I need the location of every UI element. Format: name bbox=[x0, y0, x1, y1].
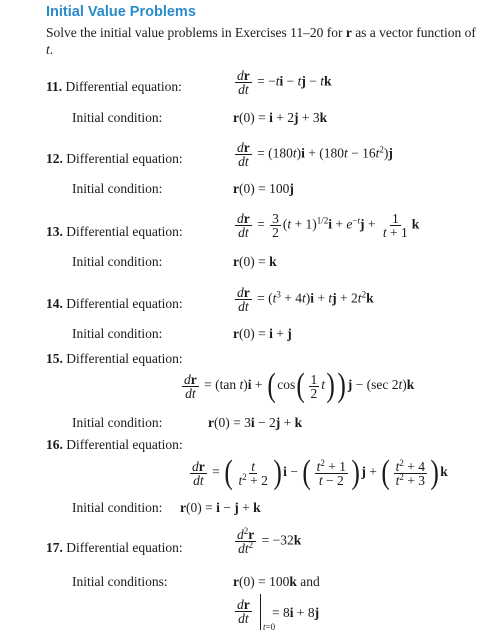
exercise-13-equation: $\frac{dr}{dt}$ = $\frac{3}{2}$ $(t + 1)^{1/2}i + e^{-t}j$ + $\frac{1}{t + 1}$ k bbox=[237, 211, 420, 240]
exercise-14-ic-label: Initial condition: bbox=[72, 326, 163, 341]
exercise-15-ic: r(0) = 3i − 2j + k bbox=[208, 415, 303, 430]
exercise-17-ic-label: Initial conditions: bbox=[72, 574, 168, 589]
exercise-17-ic2: $\frac{dr}{dt}$ bbox=[237, 597, 250, 626]
exercise-17-de-label: 17. Differential equation: bbox=[46, 540, 183, 555]
exercise-17-eval-sub: t=0 bbox=[263, 622, 276, 632]
exercise-14-de-label: 14. Differential equation: bbox=[46, 296, 183, 311]
exercise-11-ic: r(0) = i + 2j + 3k bbox=[233, 110, 328, 125]
exercise-17-ic2-rhs: = 8i + 8j bbox=[272, 605, 320, 620]
section-intro: Solve the initial value problems in Exercises 11–20 for r as a vector function of t. bbox=[46, 25, 476, 57]
exercise-16-de-label: 16. Differential equation: bbox=[46, 437, 183, 452]
exercise-16-ic: r(0) = i − j + k bbox=[180, 500, 261, 515]
exercise-17-ic: r(0) = 100k and bbox=[233, 574, 320, 589]
exercise-14-ic: r(0) = i + j bbox=[233, 326, 292, 341]
exercise-13-de-label: 13. Differential equation: bbox=[46, 224, 183, 239]
exercise-15-equation: $\frac{dr}{dt}$ = (tan t)i + (cos( $\frac{1}{2}$ t))j − (sec 2t)k bbox=[184, 367, 415, 404]
exercise-12-ic: r(0) = 100j bbox=[233, 181, 294, 196]
exercise-13-ic: r(0) = k bbox=[233, 254, 277, 269]
evaluation-bar bbox=[260, 594, 261, 630]
exercise-16-equation: $\frac{dr}{dt}$ = ( $\frac{t}{t^2 + 2}$ )i − ( $\frac{t^2 + 1}{t - 2}$ )j + ( $\frac{t^2 + 4}{t^2 + 3}$ )k bbox=[192, 454, 448, 491]
exercise-12-de-label: 12. Differential equation: bbox=[46, 151, 183, 166]
exercise-13-ic-label: Initial condition: bbox=[72, 254, 163, 269]
exercise-15-ic-label: Initial condition: bbox=[72, 415, 163, 430]
exercise-11-de-label: 11. Differential equation: bbox=[46, 79, 182, 94]
exercise-11-ic-label: Initial condition: bbox=[72, 110, 163, 125]
exercise-11-equation: $\frac{dr}{dt}$ = −ti − tj − tk bbox=[237, 68, 332, 97]
exercise-12-equation: $\frac{dr}{dt}$ = $(180t)i + (180t - 16t^2)j$ bbox=[237, 140, 393, 169]
exercise-17-equation: $\frac{d^2r}{dt^2}$ = −32k bbox=[237, 526, 302, 556]
exercise-12-ic-label: Initial condition: bbox=[72, 181, 163, 196]
exercise-15-de-label: 15. Differential equation: bbox=[46, 351, 183, 366]
section-heading: Initial Value Problems bbox=[46, 4, 196, 20]
exercise-14-equation: $\frac{dr}{dt}$ = $(t^3 + 4t)i$ + tj + $2t^2k$ bbox=[237, 285, 374, 314]
exercise-16-ic-label: Initial condition: bbox=[72, 500, 163, 515]
